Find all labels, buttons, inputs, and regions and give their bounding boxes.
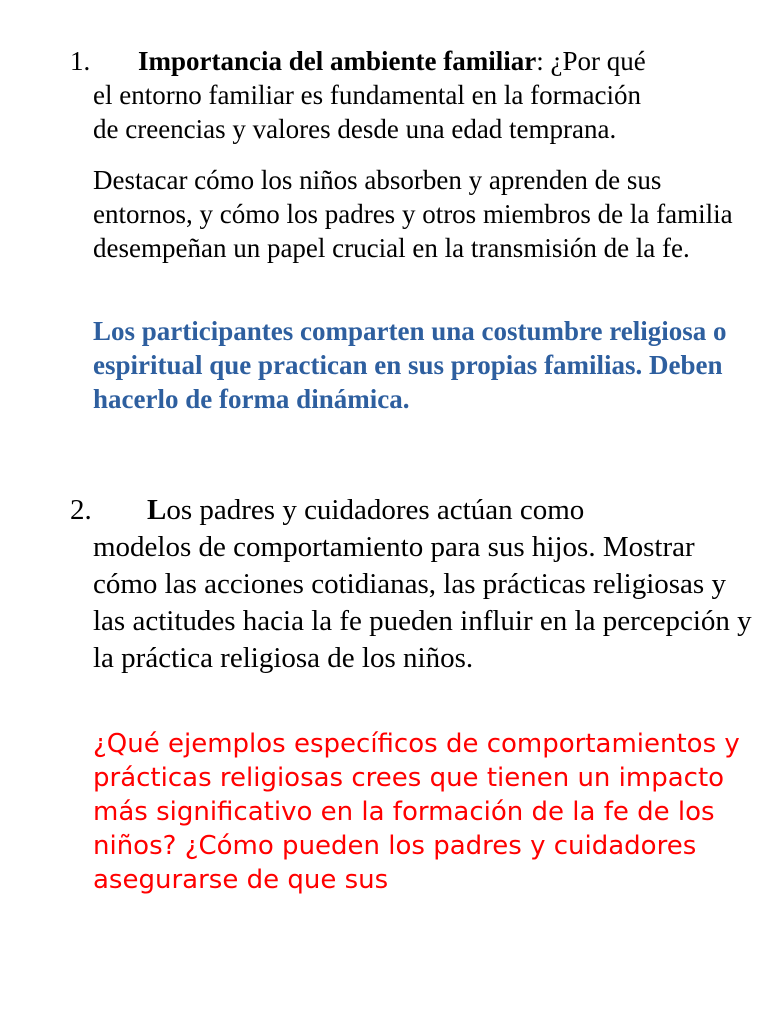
item2-first-line-rest: os padres y cuidadores actúan como [166,494,585,526]
blue-activity-note: Los participantes comparten una costumbre religiosa o espiritual que practican en sus propias familias. Deben hacerlo de forma dinámica. [93,316,727,414]
list-number-2: 2. [70,494,92,526]
item1-line-2: el entorno familiar es fundamental en la formación [93,80,642,110]
list-item-2 [70,492,760,677]
red-question-note: ¿Qué ejemplos específicos de comportamientos y prácticas religiosas crees que tienen un impacto más significativo en la formación de la fe de los niños? ¿Cómo pueden los padres y cuidadores asegurarse de que sus [93,729,740,895]
item2-body: modelos de comportamiento para sus hijos. Mostrar cómo las acciones cotidianas, las prácticas religiosas y las actitudes hacia la fe pueden influir en la percepción y la práctica religiosa de los niños. [93,531,752,674]
item1-heading-suffix: : [536,46,544,76]
item1-line-3: de creencias y valores desde una edad temprana. [93,114,617,144]
list-item-2-first-line [70,492,760,529]
list-item-1 [70,44,760,146]
paragraph-1: Destacar cómo los niños absorben y aprenden de sus entornos, y cómo los padres y otros miembros de la familia desempeñan un papel crucial en la transmisión de la fe. [93,165,733,263]
item1-lead: ¿Por qué [543,46,646,76]
list-item-1-first-line [70,44,760,78]
list-number-1: 1. [70,46,91,76]
item1-heading: Importancia del ambiente familiar [138,46,537,76]
item2-first-letter: L [147,494,167,526]
